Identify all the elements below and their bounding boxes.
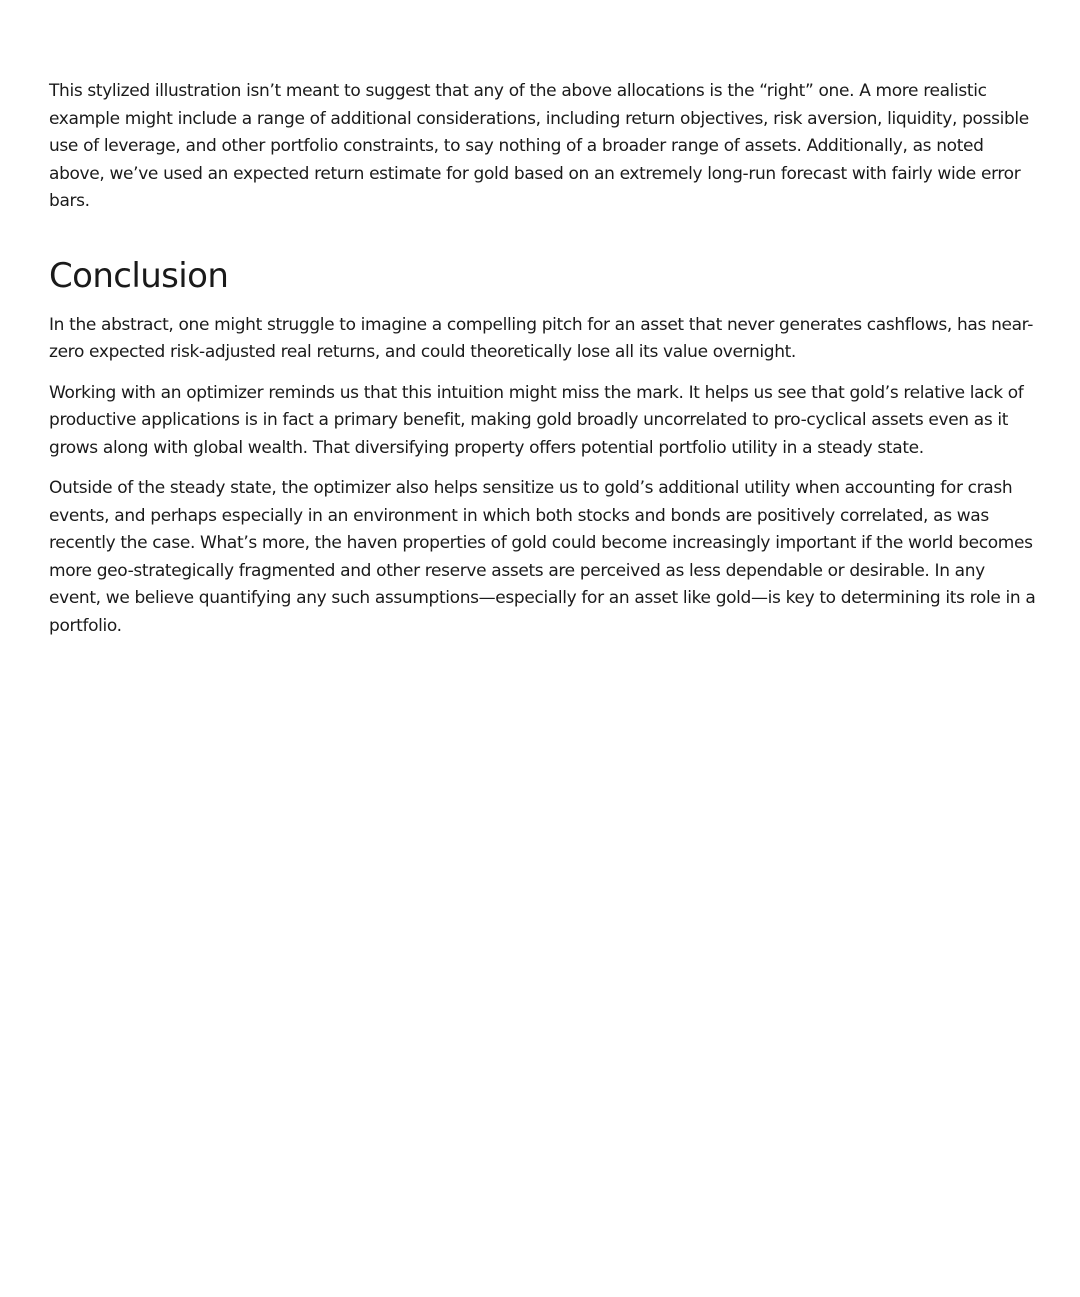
conclusion-paragraph-3: Outside of the steady state, the optimizer also helps sensitize us to gold’s additional utility when accounting for crash events, and perhaps especially in an environment in which both stocks and bonds are positively correlated, as was recently the case. What’s more, the haven properties of gold could become increasingly important if the world becomes more geo-strategically fragmented and other reserve assets are perceived as less dependable or desirable. In any event, we believe quantifying any such assumptions—especially for an asset like gold—is key to determining its role in a portfolio.: [49, 478, 1036, 636]
conclusion-paragraph-1: In the abstract, one might struggle to imagine a compelling pitch for an asset that never generates cashflows, has near-zero expected risk-adjusted real returns, and could theoretically lose all its value overnight.: [49, 314, 1034, 362]
conclusion-paragraph-2: Working with an optimizer reminds us that this intuition might miss the mark. It helps us see that gold’s relative lack of productive applications is in fact a primary benefit, making gold broadly uncorrelated to pro-cyclical assets even as it grows along with global wealth. That diversifying property offers potential portfolio utility in a steady state.: [49, 382, 1024, 458]
conclusion-heading: Conclusion: [49, 255, 229, 296]
document-page: [49, 78, 1039, 640]
intro-paragraph: This stylized illustration isn’t meant to suggest that any of the above allocations is the “right” one. A more realistic example might include a range of additional considerations, including return objectives, risk aversion, liquidity, possible use of leverage, and other portfolio constraints, to say nothing of a broader range of assets. Additionally, as noted above, we’ve used an expected return estimate for gold based on an extremely long-run forecast with fairly wide error bars.: [49, 81, 1029, 211]
conclusion-body: [49, 312, 1039, 641]
